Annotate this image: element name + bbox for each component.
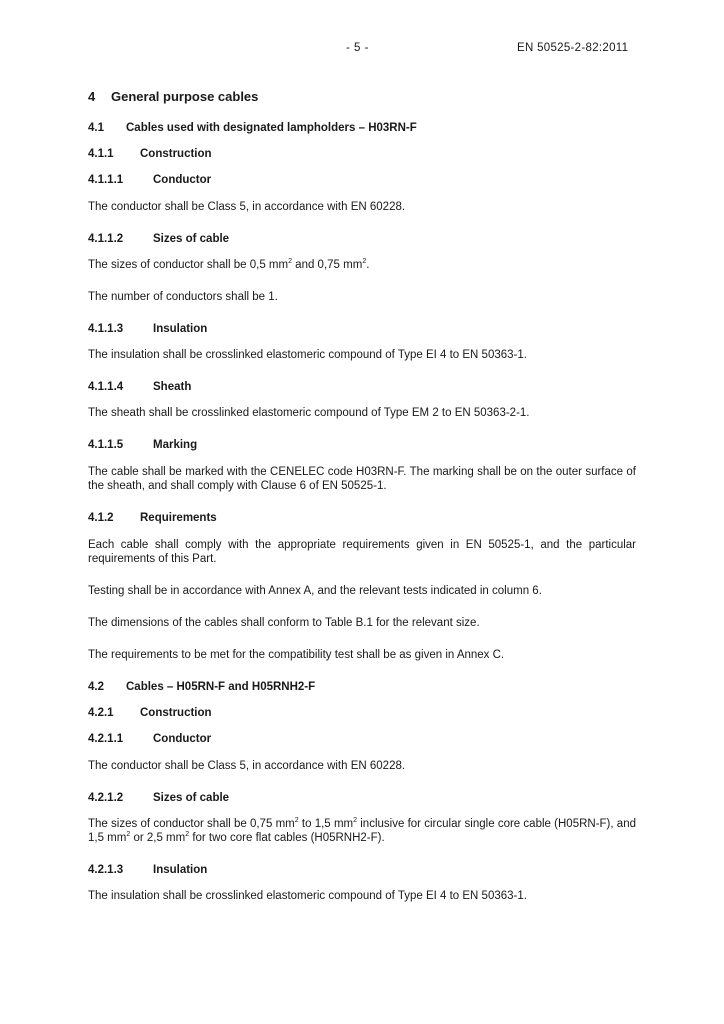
heading-number: 4.2.1 [88,707,114,719]
heading-4-1-2 [88,512,217,524]
heading-number: 4.1 [88,122,104,134]
paragraph-conductor-2: The conductor shall be Class 5, in accordance with EN 60228. [88,760,406,772]
heading-number: 4.1.1.5 [88,439,124,451]
heading-title: Cables used with designated lampholders – H03RN-F [126,122,417,134]
heading-4-1-1-2 [88,233,230,245]
paragraph-sizes: The sizes of conductor shall be 0,5 $mm^2$ and 0,75 $mm^2$. [88,258,370,271]
heading-number: 4.2.1.2 [88,792,124,804]
heading-number: 4.2 [88,681,104,693]
heading-number: 4.2.1.3 [88,864,124,876]
heading-4-1-1-3 [88,323,208,335]
heading-number: 4.1.1.3 [88,323,124,335]
paragraph-insulation: The insulation shall be crosslinked elastomeric compound of Type EI 4 to EN 50363-1. [88,349,527,361]
heading-title: Construction [140,148,212,160]
paragraph-sizes-2: The sizes of conductor shall be 0,75 $mm^2$ to 1,5 $mm^2$ inclusive for circular single core cable (H05RN-F), and 1,5 $mm^2$ or 2,5 $mm^2$ for two core flat cables (H05RNH2-F). [88,817,636,844]
heading-number: 4.1.1.1 [88,174,124,186]
heading-number: 4.2.1.1 [88,733,124,745]
heading-4-2 [88,681,316,693]
document-id: EN 50525-2-82:2011 [517,42,629,54]
heading-title: Construction [140,707,212,719]
heading-title: Insulation [153,864,208,876]
paragraph-requirements: Each cable shall comply with the appropriate requirements given in EN 50525-1, and the particular requirements of this Part. [88,539,636,565]
paragraph-marking: The cable shall be marked with the CENELEC code H03RN-F. The marking shall be on the outer surface of the sheath, and shall comply with Clause 6 of EN 50525-1. [88,466,636,492]
heading-title: General purpose cables [111,89,259,104]
heading-title: Marking [153,439,198,451]
heading-number: 4.1.2 [88,512,114,524]
heading-title: Sheath [153,381,192,393]
heading-title: Cables – H05RN-F and H05RNH2-F [126,681,316,693]
heading-4-2-1-2 [88,792,230,804]
heading-4-1-1-1 [88,174,212,186]
heading-title: Insulation [153,323,208,335]
paragraph-compatibility: The requirements to be met for the compatibility test shall be as given in Annex C. [88,649,505,661]
paragraph-conductor: The conductor shall be Class 5, in accordance with EN 60228. [88,201,406,213]
heading-number: 4.1.1 [88,148,114,160]
heading-4 [88,89,259,104]
heading-number: 4.1.1.2 [88,233,124,245]
heading-title: Conductor [153,174,212,186]
paragraph-testing: Testing shall be in accordance with Annex A, and the relevant tests indicated in column 6. [88,585,542,597]
heading-title: Sizes of cable [153,233,230,245]
heading-4-2-1-1 [88,733,212,745]
heading-4-2-1 [88,707,212,719]
heading-4-1-1-5 [88,439,198,451]
paragraph-number-of-conductors: The number of conductors shall be 1. [88,291,278,303]
paragraph-sheath: The sheath shall be crosslinked elastomeric compound of Type EM 2 to EN 50363-2-1. [88,407,530,419]
page-number: - 5 - [346,42,369,54]
heading-4-2-1-3 [88,864,208,876]
paragraph-insulation-2: The insulation shall be crosslinked elastomeric compound of Type EI 4 to EN 50363-1. [88,890,527,902]
paragraph-dimensions: The dimensions of the cables shall conform to Table B.1 for the relevant size. [88,617,480,629]
heading-number: 4 [88,89,96,104]
heading-number: 4.1.1.4 [88,381,124,393]
heading-title: Sizes of cable [153,792,230,804]
heading-4-1-1 [88,148,212,160]
heading-title: Conductor [153,733,212,745]
heading-title: Requirements [140,512,217,524]
heading-4-1 [88,122,417,134]
heading-4-1-1-4 [88,381,192,393]
